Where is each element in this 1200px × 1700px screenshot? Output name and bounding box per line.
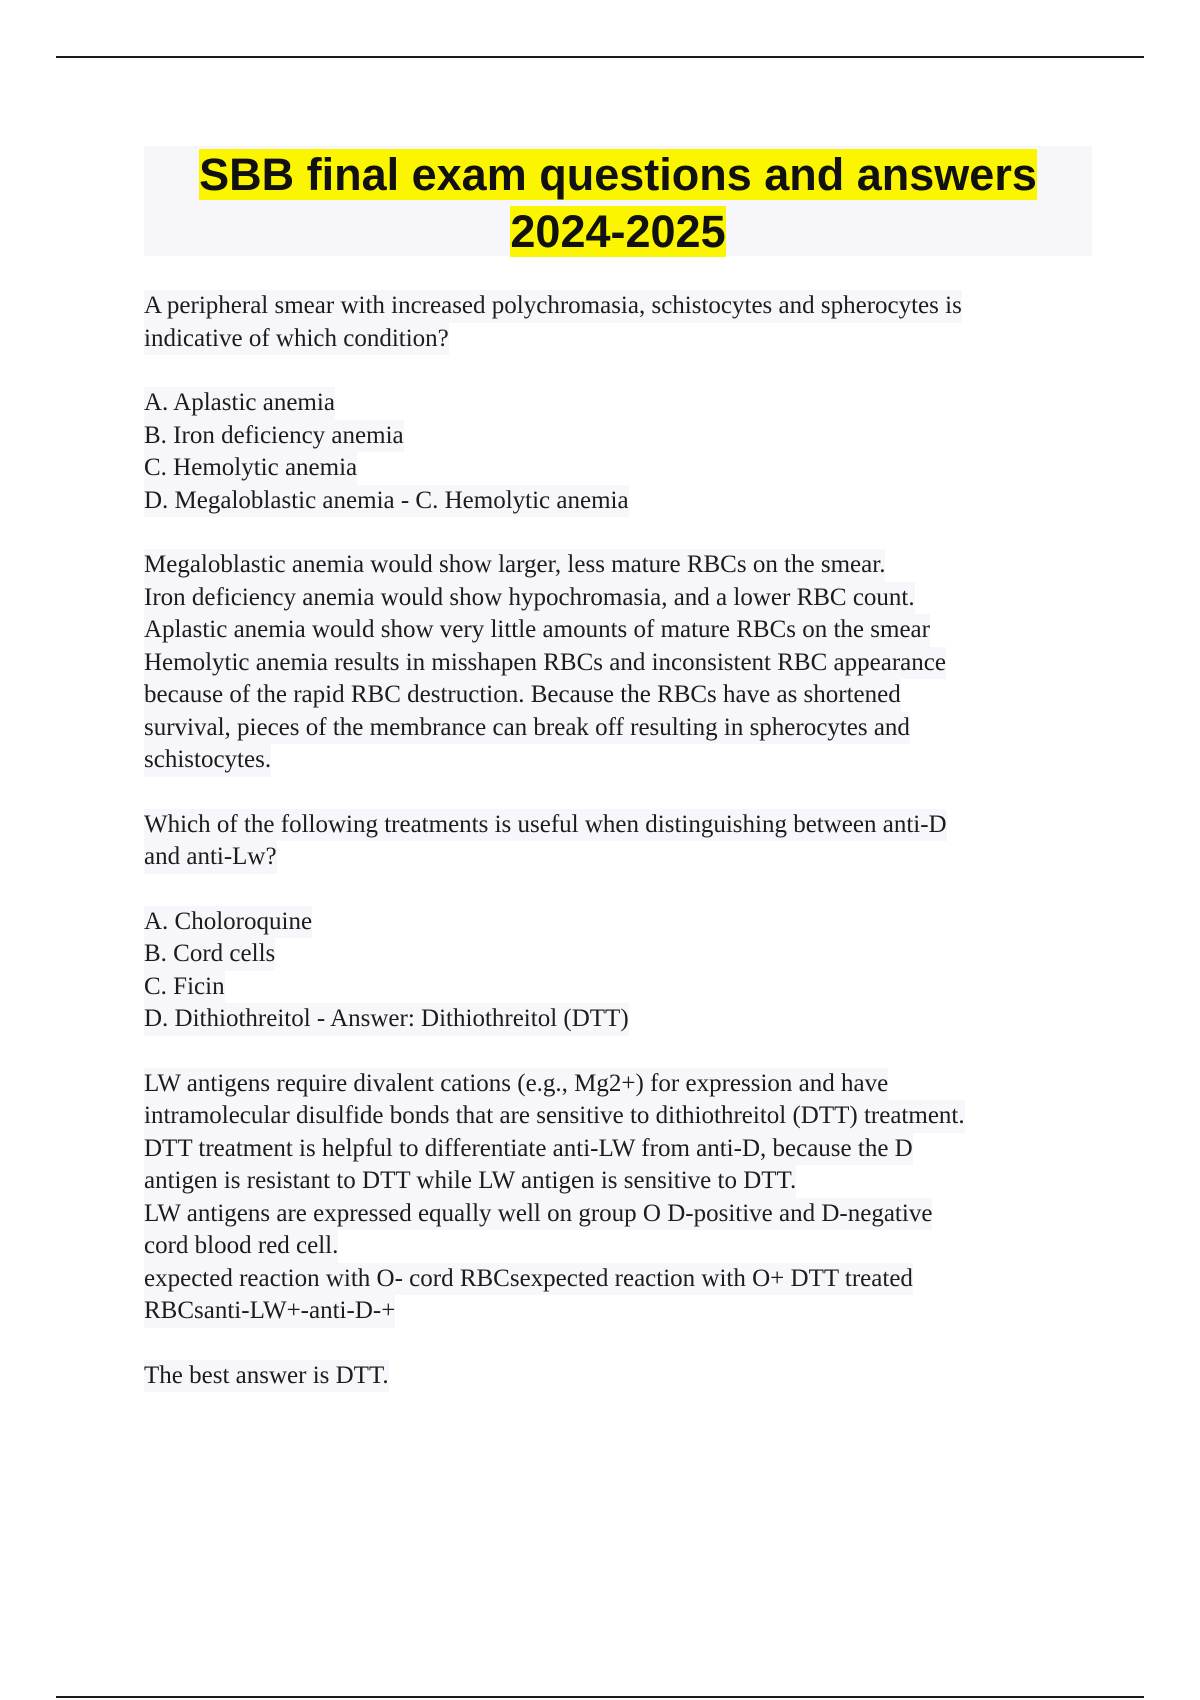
question-2-options — [144, 906, 1104, 1036]
text-line: Which of the following treatments is useful when distinguishing between anti-D — [144, 809, 947, 842]
question-1 — [144, 290, 1104, 355]
bottom-rule — [56, 1696, 1144, 1698]
text-line: survival, pieces of the membrance can break off resulting in spherocytes and — [144, 712, 910, 745]
text-line: DTT treatment is helpful to differentiate anti-LW from anti-D, because the D — [144, 1133, 913, 1166]
option-d-answer: D. Megaloblastic anemia - C. Hemolytic anemia — [144, 485, 629, 518]
option-a: A. Choloroquine — [144, 906, 312, 939]
text-line: Aplastic anemia would show very little amounts of mature RBCs on the smear — [144, 614, 930, 647]
title-line-1: SBB final exam questions and answers — [199, 149, 1037, 200]
option-b: B. Iron deficiency anemia — [144, 420, 404, 453]
text-line: Megaloblastic anemia would show larger, less mature RBCs on the smear. — [144, 549, 885, 582]
text-line: schistocytes. — [144, 744, 271, 777]
text-line: and anti-Lw? — [144, 841, 277, 874]
text-line: indicative of which condition? — [144, 323, 449, 356]
option-d-answer: D. Dithiothreitol - Answer: Dithiothreitol (DTT) — [144, 1003, 629, 1036]
text-line: RBCsanti-LW+-anti-D-+ — [144, 1295, 395, 1328]
text-line: Iron deficiency anemia would show hypochromasia, and a lower RBC count. — [144, 582, 915, 615]
text-line: antigen is resistant to DTT while LW antigen is sensitive to DTT. — [144, 1165, 796, 1198]
text-line: A peripheral smear with increased polychromasia, schistocytes and spherocytes is — [144, 290, 962, 323]
question-2-conclusion — [144, 1360, 1104, 1393]
question-2-explanation — [144, 1068, 1104, 1328]
option-b: B. Cord cells — [144, 938, 275, 971]
text-line: expected reaction with O- cord RBCsexpected reaction with O+ DTT treated — [144, 1263, 913, 1296]
text-line: The best answer is DTT. — [144, 1360, 389, 1393]
text-line: LW antigens are expressed equally well on group O D-positive and D-negative — [144, 1198, 932, 1231]
option-c: C. Hemolytic anemia — [144, 452, 357, 485]
question-1-explanation — [144, 549, 1104, 777]
top-rule — [56, 56, 1144, 58]
option-a: A. Aplastic anemia — [144, 387, 335, 420]
option-c: C. Ficin — [144, 971, 225, 1004]
document-title — [144, 146, 1092, 256]
document-body — [144, 290, 1104, 1424]
text-line: because of the rapid RBC destruction. Because the RBCs have as shortened — [144, 679, 901, 712]
text-line: cord blood red cell. — [144, 1230, 338, 1263]
title-line-2: 2024-2025 — [510, 206, 726, 257]
question-1-options — [144, 387, 1104, 517]
text-line: intramolecular disulfide bonds that are sensitive to dithiothreitol (DTT) treatment. — [144, 1100, 965, 1133]
text-line: LW antigens require divalent cations (e.g., Mg2+) for expression and have — [144, 1068, 888, 1101]
question-2 — [144, 809, 1104, 874]
text-line: Hemolytic anemia results in misshapen RBCs and inconsistent RBC appearance — [144, 647, 946, 680]
